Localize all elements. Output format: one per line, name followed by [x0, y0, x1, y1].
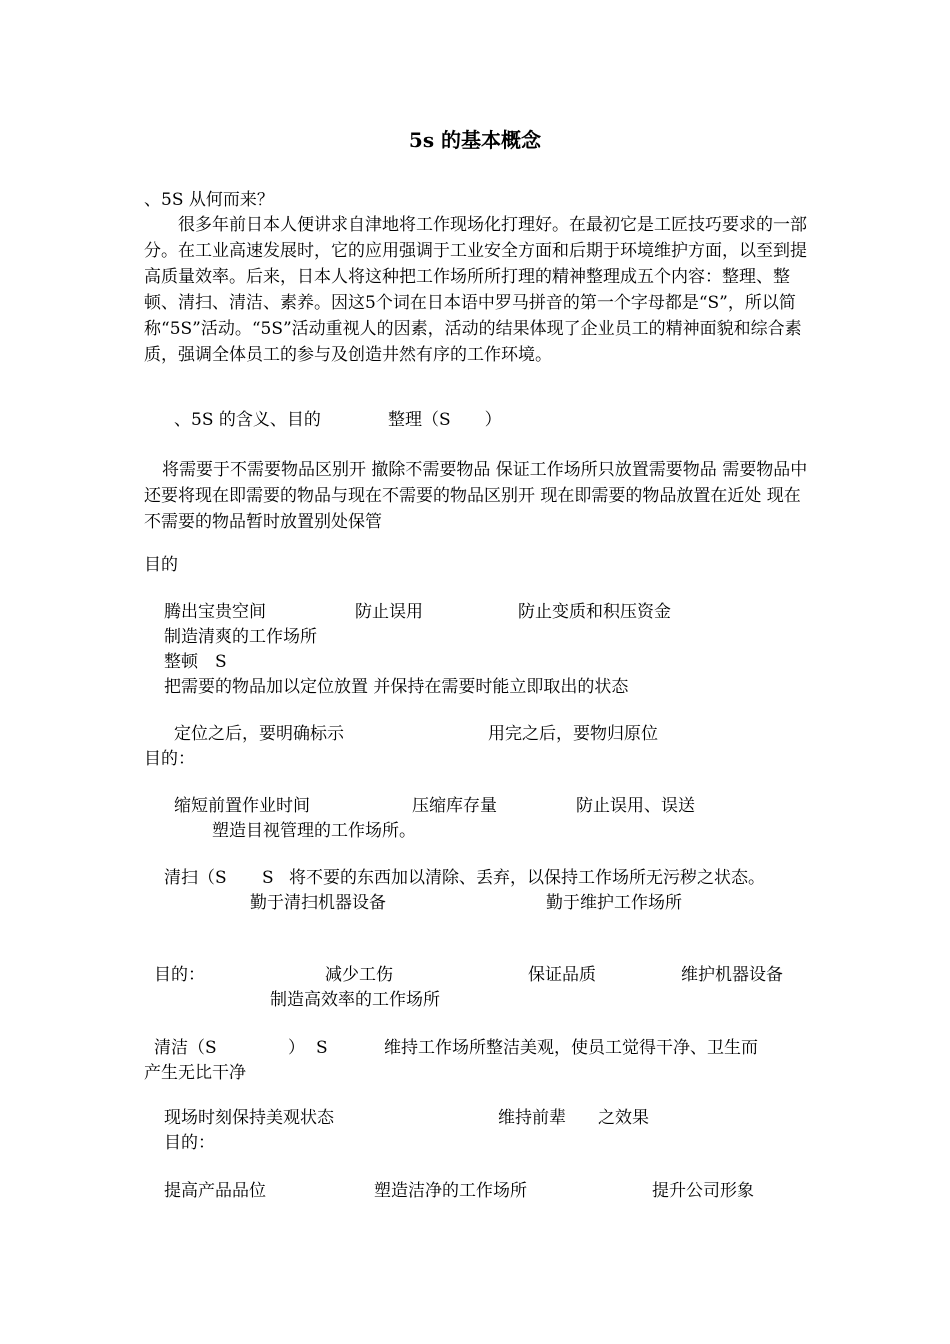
seiketsu-close: ） — [288, 1038, 305, 1058]
page-title: 5s 的基本概念 — [408, 128, 542, 152]
seiri-paragraph: 将需要于不需要物品区别开 撤除不需要物品 保证工作场所只放置需要物品 需要物品中 还要将现在即需要的物品与现在不需要的物品区别开 现在即需要的物品放置在近处 现在不需要的物品暂时放置别处保管 — [144, 460, 808, 532]
section-heading-meaning: 、5S 的含义、目的 — [174, 410, 321, 430]
seiketsu-definition: 产生无比干净 — [144, 1063, 246, 1083]
seiso-heading: 清扫（S — [164, 868, 227, 888]
seiso-purpose-item: 维护机器设备 — [681, 965, 783, 985]
seiton-purpose-item: 缩短前置作业时间 — [174, 796, 310, 816]
seiri-purpose-item: 防止变质和积压资金 — [518, 602, 671, 622]
seiton-purpose-item: 压缩库存量 — [412, 796, 497, 816]
seiketsu-point: 之效果 — [598, 1108, 649, 1128]
seiso-purpose-item: 减少工伤 — [325, 965, 393, 985]
seiri-purpose-label: 目的 — [144, 555, 178, 575]
seiketsu-definition: 维持工作场所整洁美观，使员工觉得干净、卫生而 — [384, 1038, 758, 1058]
section-heading-origin: 、5S 从何而来？ — [144, 190, 274, 210]
seiton-purpose-item: 塑造目视管理的工作场所。 — [212, 821, 416, 841]
seiri-purpose-item: 防止误用 — [355, 602, 423, 622]
seiketsu-purpose-item: 提升公司形象 — [652, 1181, 754, 1201]
seiso-point: 勤于清扫机器设备 — [250, 893, 386, 913]
seiton-point: 用完之后，要物归原位 — [488, 724, 658, 744]
seiton-definition: 把需要的物品加以定位放置 并保持在需要时能立即取出的状态 — [164, 677, 629, 697]
seiketsu-heading: 清洁（S — [154, 1038, 217, 1058]
seiso-mark: S — [262, 868, 274, 888]
seiso-purpose-item: 保证品质 — [528, 965, 596, 985]
origin-paragraph: 很多年前日本人便讲求自津地将工作现场化打理好。在最初它是工匠技巧要求的一部分。在工业高速发展时，它的应用强调于工业安全方面和后期于环境维护方面，以至到提高质量效率。后来，日本人将这种把工作场所所打理的精神整理成五个内容：整理、整顿、清扫、清洁、素养。因这5个词在日本语中罗马拼音的第一个字母都是“S”，所以简称“5S”活动。“5S”活动重视人的因素，活动的结果体现了企业员工的精神面貌和综合素质，强调全体员工的参与及创造井然有序的工作环境。 — [144, 215, 807, 365]
seiketsu-mark: S — [316, 1038, 328, 1058]
seiton-purpose-label: 目的： — [144, 749, 195, 769]
seiri-purpose-item: 腾出宝贵空间 — [164, 602, 266, 622]
seiso-point: 勤于维护工作场所 — [546, 893, 682, 913]
seiton-point: 定位之后，要明确标示 — [174, 724, 344, 744]
seiso-purpose-item: 制造高效率的工作场所 — [270, 990, 440, 1010]
seiketsu-point: 维持前辈 — [498, 1108, 566, 1128]
seiton-purpose-item: 防止误用、误送 — [576, 796, 695, 816]
seiri-purpose-item: 制造清爽的工作场所 — [164, 627, 317, 647]
seiso-definition: 将不要的东西加以清除、丢弃，以保持工作场所无污秽之状态。 — [289, 868, 765, 888]
seiso-purpose-label: 目的： — [154, 965, 205, 985]
seiketsu-purpose-item: 塑造洁净的工作场所 — [374, 1181, 527, 1201]
seiri-heading: 整理（S ） — [388, 410, 502, 430]
seiketsu-purpose-item: 提高产品品位 — [164, 1181, 266, 1201]
seiton-heading: 整顿 S — [164, 652, 227, 672]
seiketsu-purpose-label: 目的： — [164, 1133, 215, 1153]
seiketsu-point: 现场时刻保持美观状态 — [164, 1108, 334, 1128]
